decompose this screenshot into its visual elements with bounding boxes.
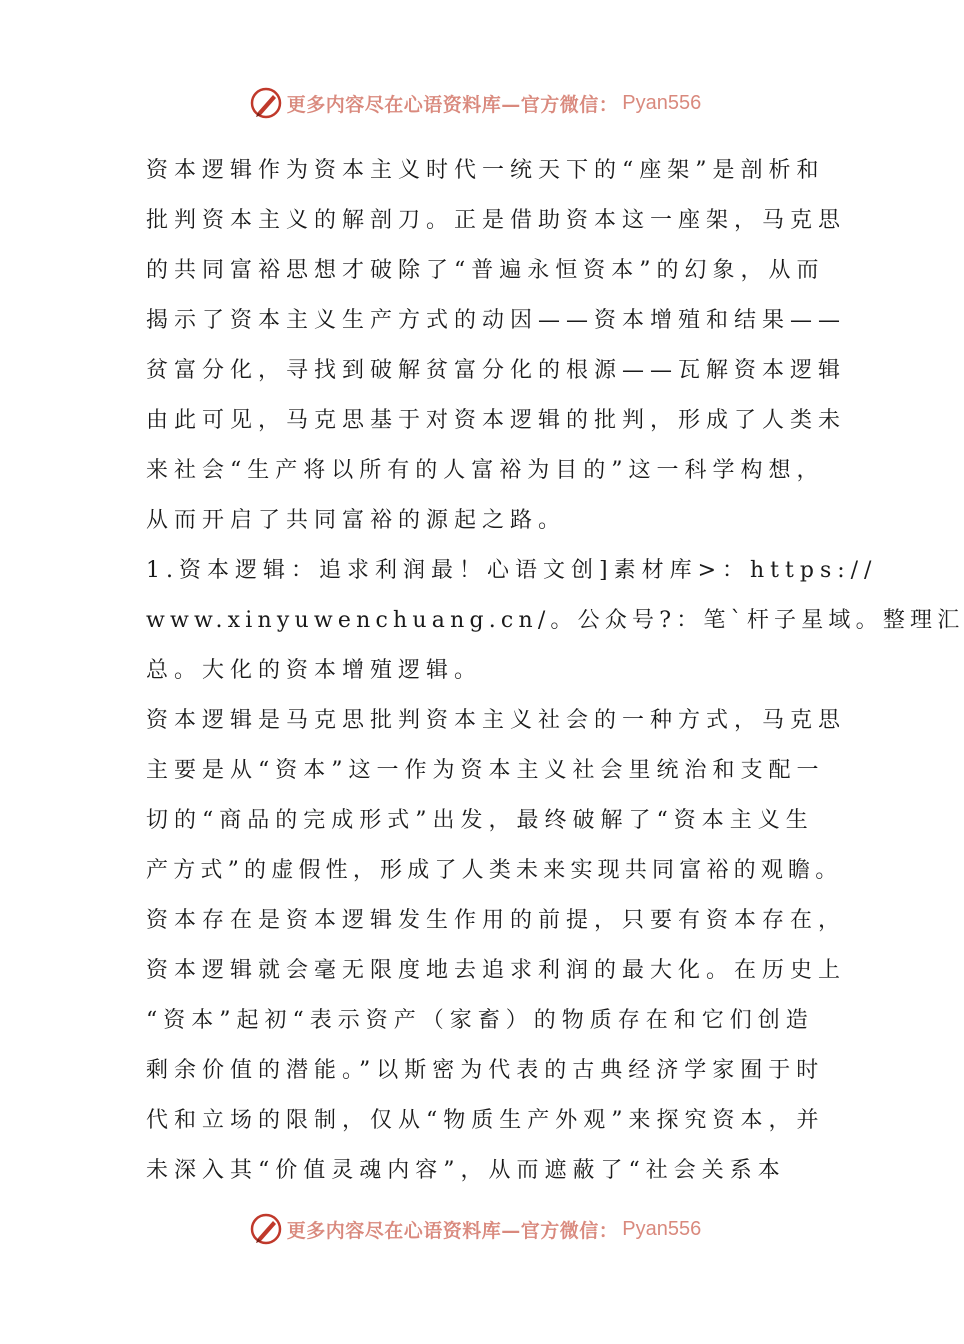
body-line: 代和立场的限制，仅从“物质生产外观”来探究资本，并 <box>146 1108 825 1133</box>
body-line: 来社会“生产将以所有的人富裕为目的”这一科学构想， <box>146 458 825 483</box>
footer-banner <box>0 1212 950 1246</box>
body-line: 未深入其“价值灵魂内容”，从而遮蔽了“社会关系本 <box>146 1158 786 1183</box>
header-banner <box>0 86 950 120</box>
body-line: 由此可见，马克思基于对资本逻辑的批判，形成了人类未 <box>146 408 847 433</box>
body-line: 产方式”的虚假性，形成了人类未来实现共同富裕的观瞻。 <box>146 858 843 883</box>
body-line: 揭示了资本主义生产方式的动因——资本增殖和结果—— <box>146 308 847 333</box>
body-line: 批判资本主义的解剖刀。正是借助资本这一座架，马克思 <box>146 208 847 233</box>
body-line: 从而开启了共同富裕的源起之路。 <box>146 508 567 533</box>
footer-tagline: 更多内容尽在心语资料库—官方微信： <box>286 1219 619 1242</box>
body-line: 的共同富裕思想才破除了“普遍永恒资本”的幻象，从而 <box>146 258 825 283</box>
header-wechat-id: Pyan556 <box>622 91 702 114</box>
body-line-url: www.xinyuwenchuang.cn/。公众号?：笔`杆子星域。整理汇 <box>146 608 964 633</box>
body-line: 贫富分化，寻找到破解贫富分化的根源——瓦解资本逻辑 <box>146 358 847 383</box>
body-line: 资本逻辑就会毫无限度地去追求利润的最大化。在历史上 <box>146 958 847 983</box>
body-line: 资本存在是资本逻辑发生作用的前提，只要有资本存在， <box>146 908 847 933</box>
document-body <box>146 146 964 1196</box>
body-line: “资本”起初“表示资产（家畜）的物质存在和它们创造 <box>146 1008 814 1033</box>
body-line: 主要是从“资本”这一作为资本主义社会里统治和支配一 <box>146 758 825 783</box>
header-tagline: 更多内容尽在心语资料库—官方微信： <box>286 93 619 116</box>
body-line: 资本逻辑是马克思批判资本主义社会的一种方式，马克思 <box>146 708 847 733</box>
body-line-section-heading: 1.资本逻辑：追求利润最！心语文创]素材库>：https:// <box>146 558 878 583</box>
pen-circle-logo-icon <box>249 86 283 120</box>
footer-wechat-id: Pyan556 <box>622 1217 702 1240</box>
body-line: 总。大化的资本增殖逻辑。 <box>146 658 483 683</box>
body-line: 资本逻辑作为资本主义时代一统天下的“座架”是剖析和 <box>146 158 825 183</box>
body-line: 剩余价值的潜能。”以斯密为代表的古典经济学家囿于时 <box>146 1058 825 1083</box>
pen-circle-logo-icon <box>249 1212 283 1246</box>
body-line: 切的“商品的完成形式”出发，最终破解了“资本主义生 <box>146 808 814 833</box>
